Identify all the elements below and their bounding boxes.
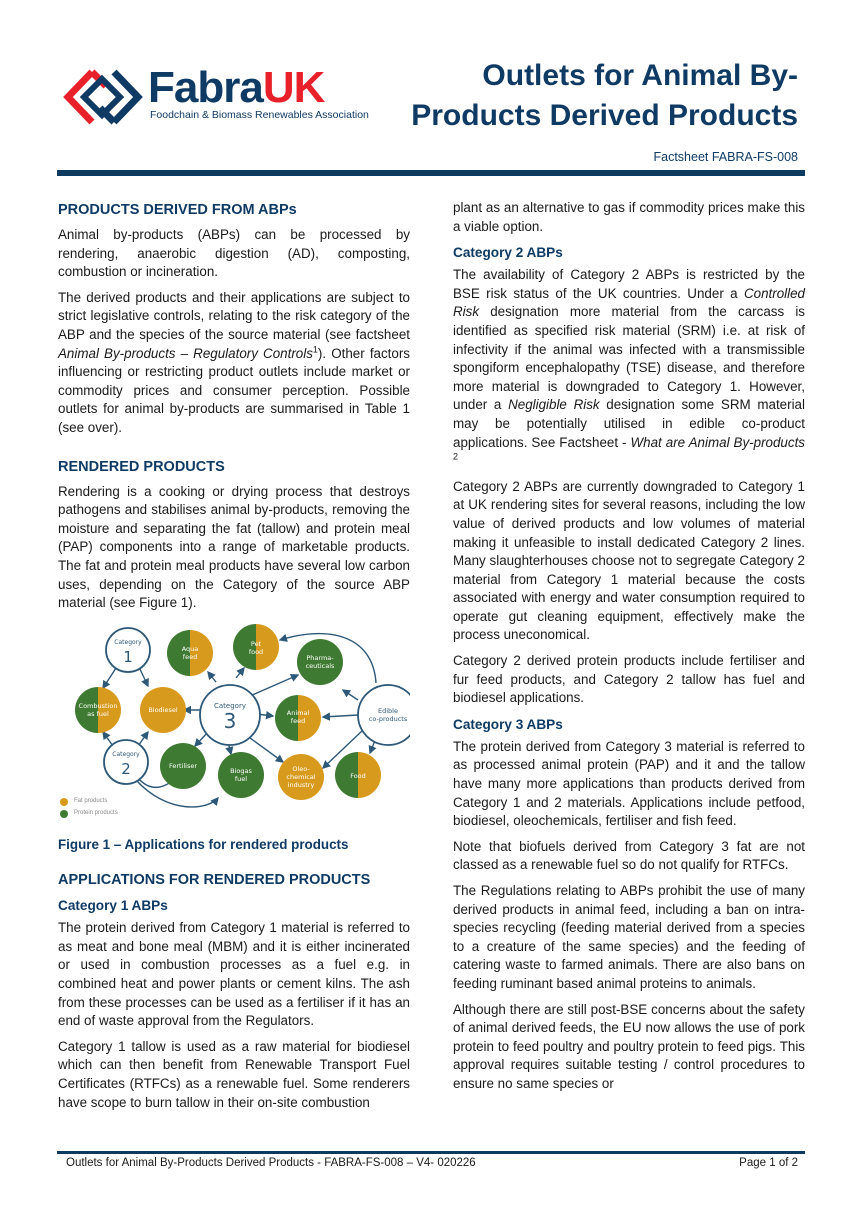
node-label: 1 — [123, 647, 133, 666]
node-category-1: Category — [114, 638, 142, 646]
node-label: food — [248, 647, 264, 656]
node-pet-food: Pet — [250, 639, 262, 648]
title-line-2: Products Derived Products — [411, 99, 798, 132]
node-label: feed — [290, 716, 306, 725]
emphasis: Negligible Risk — [508, 397, 600, 413]
node-biodiesel: Biodiesel — [148, 705, 178, 714]
text: The availability of Category 2 ABPs is restricted by the BSE risk status of the UK countries. Under a — [453, 267, 805, 301]
footnote-ref: 2 — [453, 451, 459, 462]
legend-label: Protein products — [74, 810, 118, 817]
heading-category-2: Category 2 ABPs — [453, 245, 563, 261]
heading-products-derived: PRODUCTS DERIVED FROM ABPs — [58, 202, 297, 218]
node-label: ceuticals — [305, 661, 335, 670]
paragraph: Category 1 tallow is used as a raw material for biodiesel which can then benefit from Renewable Transport Fuel Certificates (RTFCs) as a renewable fuel. Some renderers have scope to burn tallow in their on-site combustion — [58, 1038, 410, 1110]
footnote-ref: 1 — [312, 344, 318, 355]
footer-divider — [57, 1151, 805, 1154]
text: ). Other factors influencing or restricting product outlets include market or commodity prices and consumer perception. Possible outlets for animal by-products are summarised in Table 1 (see over). — [58, 345, 411, 435]
text: designation more material from the carcass is identified as specified risk material (SRM) i.e. at risk of infectivity if the animal was infected with a transmissible spongiform encephalopathy (TSE) disease, and therefore more material is downgraded to Category 1. However, under a — [453, 304, 805, 413]
fabra-uk-logo — [62, 60, 369, 132]
node-label: as fuel — [87, 709, 109, 718]
page-title — [358, 56, 798, 136]
paragraph: Although there are still post-BSE concerns about the safety of animal derived feeds, the EU now allows the use of pork protein to feed poultry and poultry protein to feed pigs. This approval requires suitable testing / control procedures to ensure no same species or — [453, 1001, 805, 1091]
node-pharmaceuticals: Pharma- — [306, 653, 334, 662]
paragraph: Animal by-products (ABPs) can be processed by rendering, anaerobic digestion (AD), composting, combustion or incineration. — [58, 227, 410, 280]
diagram-legend — [60, 796, 118, 820]
heading-rendered-products: RENDERED PRODUCTS — [58, 458, 225, 475]
text: The derived products and their applications are subject to strict legislative controls, relating to the risk category of the ABP and the species of the source material (see factsheet — [58, 289, 410, 342]
text: designation some SRM material may be potentially utilised in edible co-product applications. See Factsheet - — [453, 397, 805, 450]
node-edible-co-products: Edible — [378, 706, 398, 715]
heading-applications: APPLICATIONS FOR RENDERED PRODUCTS — [58, 872, 371, 889]
paragraph: The protein derived from Category 3 material is referred to as processed animal protein (PAP) and it and the tallow have many more applications than products derived from Category 1 and 2 materials. Applications include petfood, biodiesel, oleochemicals, fertiliser and fish feed. — [453, 738, 805, 829]
footer-page-number: Page 1 of 2 — [739, 1157, 798, 1169]
node-category-3: Category — [214, 701, 246, 710]
node-label: 2 — [121, 759, 131, 778]
logo-word-uk: UK — [262, 63, 325, 112]
paragraph: The Regulations relating to ABPs prohibit the use of many derived products in animal feed, including a ban on intra-species recycling (feeding material derived from a species to a creature of the same species) and the feeding of catering waste to farmed animals. There are also bans on feeding ruminant based animal proteins to animals. — [453, 883, 805, 991]
title-line-1: Outlets for Animal By- — [482, 59, 798, 92]
heading-category-1: Category 1 ABPs — [58, 898, 168, 914]
node-biogas-fuel: Biogas — [230, 766, 252, 775]
paragraph: The protein derived from Category 1 material is referred to as meat and bone meal (MBM) and it is either incinerated or used in combustion processes as a fuel e.g. in combined heat and power plants or cement kilns. The ash from these processes can be used as a fertiliser if it has an end of waste approval from the Regulators. — [58, 920, 410, 1029]
paragraph: plant as an alternative to gas if commodity prices make this a viable option. — [453, 200, 805, 234]
paragraph: Category 2 ABPs are currently downgraded to Category 1 at UK rendering sites for several reasons, including the low value of derived products and low volumes of material making it unfeasible to install dedicated Category 2 lines. Many slaughterhouses choose not to segregate Category 2 material from Category 1 material because the costs associated with energy and water consumption required to operate gut cleaning equipment, effectively make the process uneconomical. — [453, 478, 805, 643]
node-combustion-fuel: Combustion — [78, 701, 118, 710]
fabra-chain-link-icon — [62, 64, 144, 130]
figure-rendered-products-diagram — [58, 620, 410, 830]
protein-swatch-icon — [60, 810, 68, 818]
factsheet-id: Factsheet FABRA-FS-008 — [653, 150, 798, 164]
legend-protein — [60, 808, 118, 820]
node-label: fuel — [234, 774, 248, 783]
paragraph: Rendering is a cooking or drying process that destroys pathogens and stabilises animal by-products, removing the moisture and separating the fat (tallow) and protein meal (PAP) components into a range of marketable products. The fat and protein meal products have several low carbon uses, depending on the Category of the source ABP material (see Figure 1). — [58, 483, 410, 611]
right-column — [453, 199, 805, 1101]
paragraph — [453, 266, 805, 471]
node-label: 3 — [223, 708, 237, 733]
figure-caption: Figure 1 – Applications for rendered products — [58, 836, 349, 852]
factsheet-reference: What are Animal By-products — [630, 434, 805, 450]
paragraph: Note that biofuels derived from Category 3 fat are not classed as a renewable fuel so do not qualify for RTFCs. — [453, 838, 805, 873]
node-label: chemical — [286, 772, 316, 781]
legend-label: Fat products — [74, 798, 108, 805]
factsheet-reference: Animal By-products – Regulatory Controls — [58, 345, 313, 361]
fat-swatch-icon — [60, 798, 68, 806]
heading-category-3: Category 3 ABPs — [453, 716, 563, 732]
node-animal-feed: Animal — [286, 708, 310, 717]
node-label: feed — [182, 652, 198, 661]
node-food: Food — [350, 771, 366, 780]
paragraph: Category 2 derived protein products include fertiliser and fur feed products, and Category 2 tallow has fuel and biodiesel applications. — [453, 653, 805, 706]
node-label: industry — [287, 780, 315, 789]
logo-word-fabra: Fabra — [148, 63, 263, 112]
paragraph — [58, 289, 410, 438]
node-category-2: Category — [112, 750, 140, 758]
footer-doc-ref: Outlets for Animal By-Products Derived Products - FABRA-FS-008 – V4- 020226 — [66, 1157, 476, 1169]
node-fertiliser: Fertiliser — [168, 761, 198, 770]
node-aqua-feed: Aqua — [181, 644, 199, 653]
left-column — [58, 200, 410, 1119]
header-divider — [57, 170, 805, 176]
emphasis: Controlled Risk — [453, 285, 805, 320]
node-oleochemical: Oleo- — [292, 764, 310, 773]
logo-tagline: Foodchain & Biomass Renewables Association — [150, 109, 369, 121]
node-label: co-products — [368, 714, 408, 723]
